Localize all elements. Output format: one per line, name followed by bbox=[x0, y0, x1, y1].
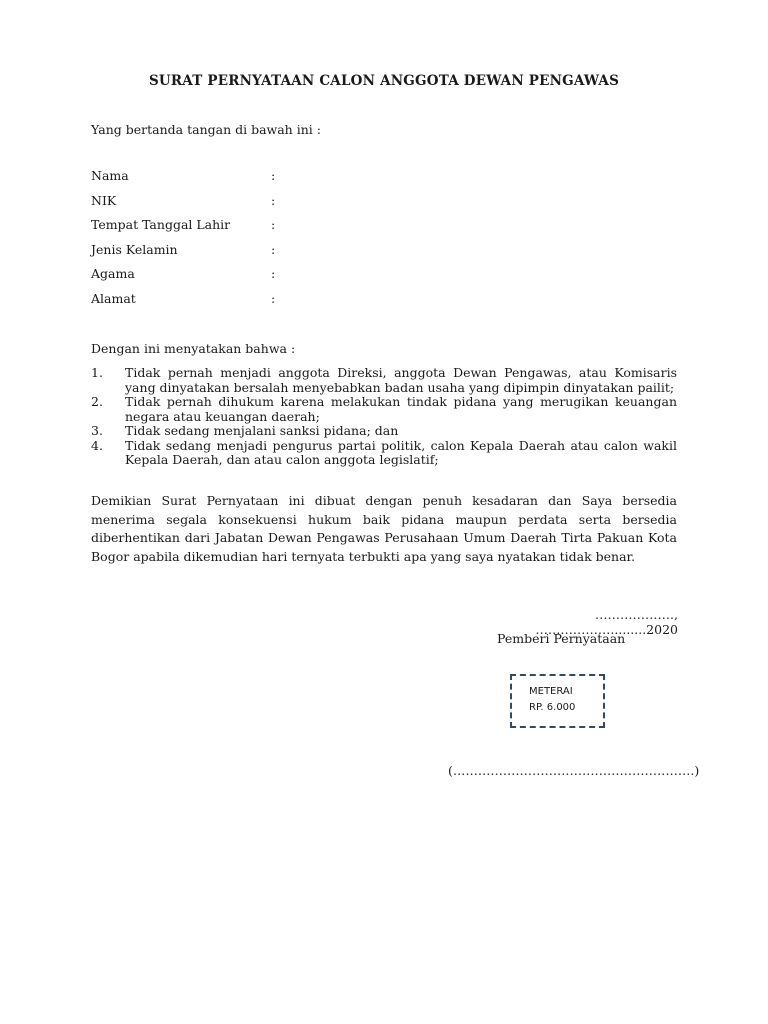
field-colon: : bbox=[271, 168, 276, 183]
field-label: Alamat bbox=[91, 290, 136, 306]
statement-intro: Dengan ini menyatakan bahwa : bbox=[91, 341, 296, 356]
list-item bbox=[91, 439, 677, 468]
list-number: 2. bbox=[91, 394, 103, 409]
list-number: 4. bbox=[91, 437, 103, 453]
field-colon: : bbox=[271, 241, 276, 257]
signature-line: (………………………………………………….) bbox=[448, 763, 700, 778]
list-text: Tidak sedang menjalani sanksi pidana; dan bbox=[125, 423, 399, 438]
field-row-nik bbox=[91, 193, 391, 218]
field-label: NIK bbox=[91, 192, 117, 208]
signer-label: Pemberi Pernyataan bbox=[497, 631, 626, 646]
list-text: Tidak pernah menjadi anggota Direksi, anggota Dewan Pengawas, atau Komisaris yang dinyatakan bersalah menyebabkan badan usaha yang dipimpin dinyatakan pailit; bbox=[125, 365, 677, 395]
stamp-box bbox=[510, 674, 605, 728]
field-row-alamat bbox=[91, 291, 391, 316]
field-label: Nama bbox=[91, 168, 129, 183]
field-colon: : bbox=[271, 266, 276, 281]
list-number: 1. bbox=[91, 365, 103, 380]
closing-paragraph: Demikian Surat Pernyataan ini dibuat dengan penuh kesadaran dan Saya bersedia menerima segala konsekuensi hukum baik pidana maupun perdata serta bersedia diberhentikan dari Jabatan Dewan Pengawas Perusahaan Umum Daerah Tirta Pakuan Kota Bogor apabila dikemudian hari ternyata terbukti apa yang saya nyatakan tidak benar. bbox=[91, 493, 677, 564]
stamp-value: RP. 6.000 bbox=[529, 702, 576, 713]
field-label: Tempat Tanggal Lahir bbox=[91, 217, 231, 232]
list-number: 3. bbox=[91, 423, 103, 438]
field-label: Jenis Kelamin bbox=[91, 241, 178, 257]
statement-list bbox=[91, 366, 677, 468]
list-text: Tidak pernah dihukum karena melakukan tindak pidana yang merugikan keuangan negara atau keuangan daerah; bbox=[125, 394, 677, 424]
field-row-jenis-kelamin bbox=[91, 242, 391, 267]
list-text: Tidak sedang menjadi pengurus partai politik, calon Kepala Daerah atau calon wakil Kepala Daerah, dan atau calon anggota legislatif; bbox=[125, 437, 677, 467]
field-row-nama bbox=[91, 168, 391, 193]
stamp-label: METERAI bbox=[529, 686, 573, 697]
field-row-ttl bbox=[91, 217, 391, 242]
document-title: SURAT PERNYATAAN CALON ANGGOTA DEWAN PENGAWAS bbox=[148, 73, 620, 89]
identity-fields bbox=[91, 168, 391, 315]
field-colon: : bbox=[271, 192, 276, 208]
field-label: Agama bbox=[91, 266, 135, 281]
date-line: ………………., ……………….........2020 bbox=[535, 607, 678, 637]
field-colon: : bbox=[271, 290, 276, 306]
list-item bbox=[91, 424, 677, 439]
field-row-agama bbox=[91, 266, 391, 291]
list-item bbox=[91, 366, 677, 395]
intro-text: Yang bertanda tangan di bawah ini : bbox=[91, 122, 321, 137]
field-colon: : bbox=[271, 217, 276, 232]
list-item bbox=[91, 395, 677, 424]
